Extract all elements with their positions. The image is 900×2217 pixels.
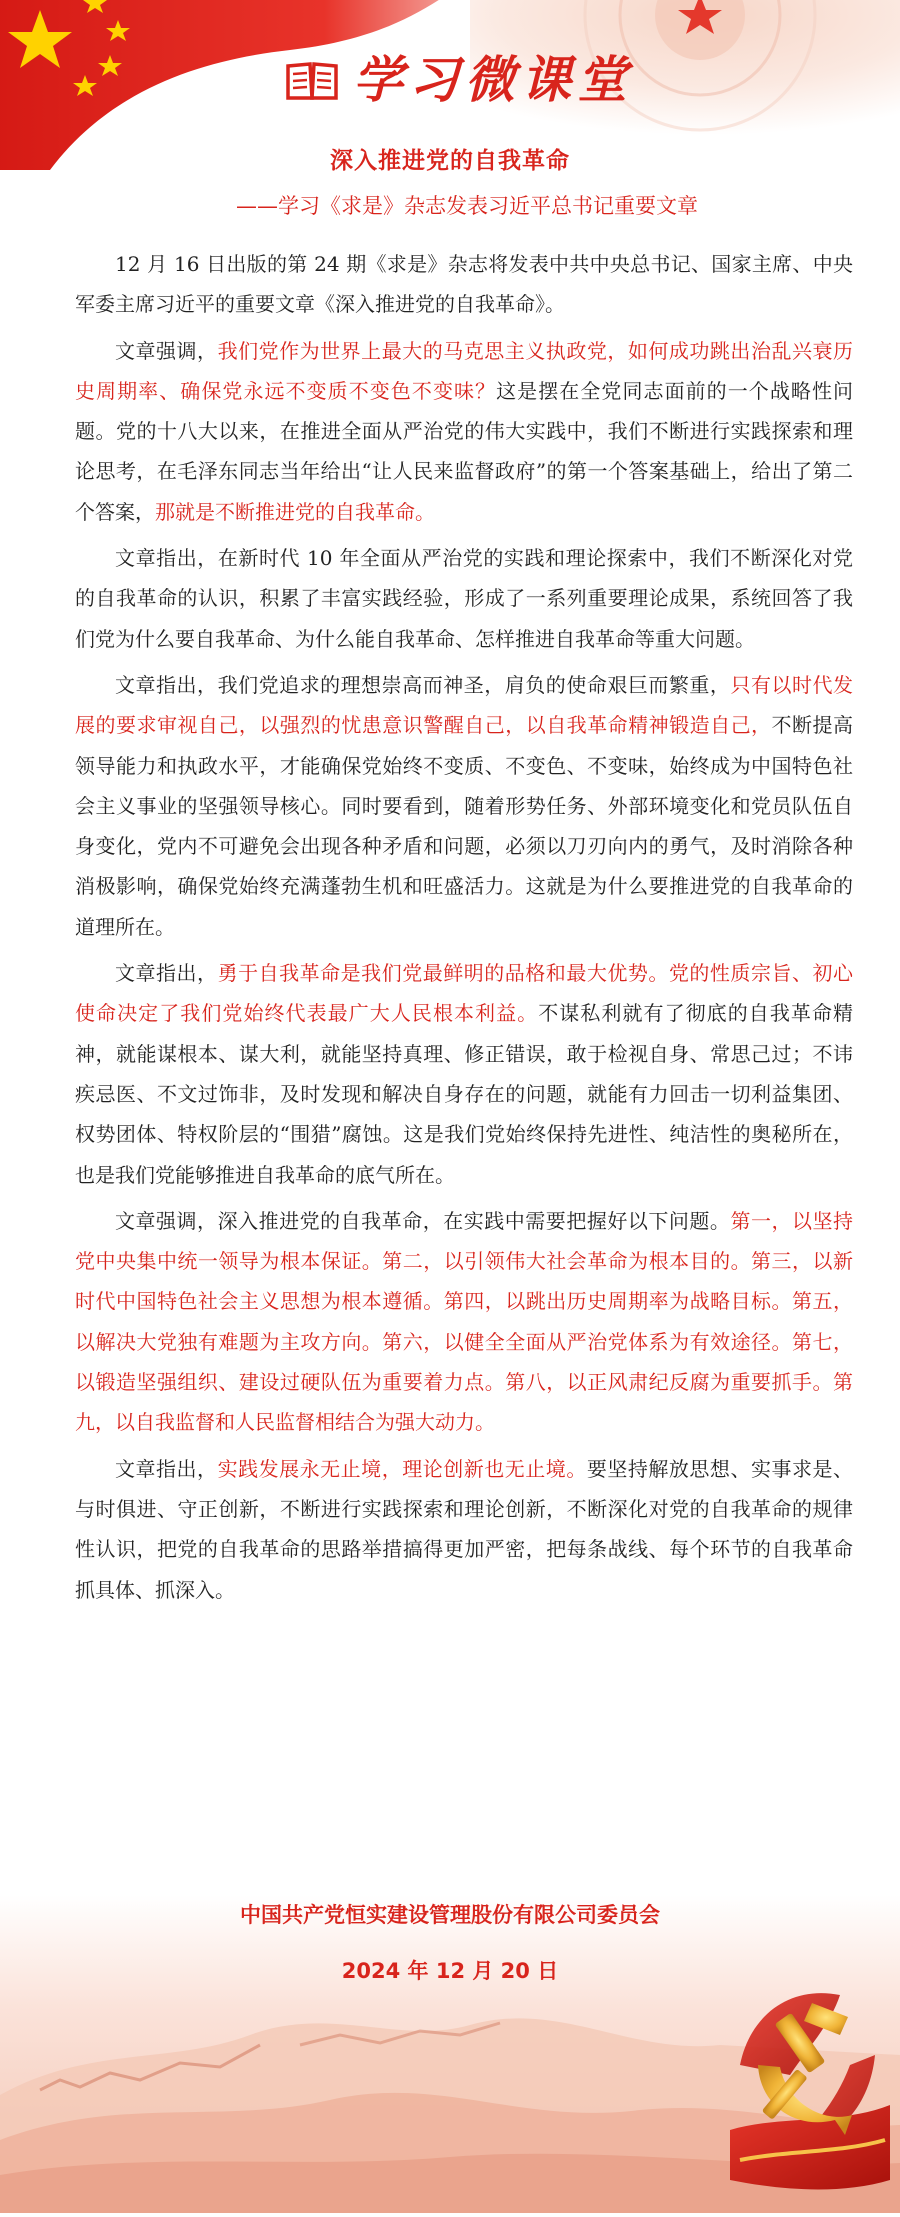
organization-signature: 中国共产党恒实建设管理股份有限公司委员会 [240,1903,660,1927]
paragraph-text: 不谋私利就有了彻底的自我革命精神，就能谋根本、谋大利，就能坚持真理、修正错误，敢于检视自身、常思己过；不讳疾忌医、不文过饰非，及时发现和解决自身存在的问题，就能有力回击一切利益集团、权势团体、特权阶层的“围猎”腐蚀。这是我们党始终保持先进性、纯洁性的奥秘所在，也是我们党能够推进自我革命的底气所在。 [75,1001,854,1187]
book-icon [285,58,339,102]
article-subtitle: ——学习《求是》杂志发表习近平总书记重要文章 [236,194,698,218]
highlight-text: 勇于自我革命是我们党最鲜明的品格和最大优势。党的性质宗旨、初心使命决定了我们党始终代表最广大人民根本利益。 [75,961,854,1026]
paragraph-text: 12 月 16 日出版的第 24 期《求是》杂志将发表中共中央总书记、国家主席、中央军委主席习近平的重要文章《深入推进党的自我革命》。 [75,252,853,317]
brand-title: 学习微课堂 [353,50,633,109]
paragraph-2 [75,331,853,532]
paragraph-4 [75,665,853,947]
paragraph-text: 文章指出， [115,1456,218,1481]
paragraph-text: 文章指出，在新时代 10 年全面从严治党的实践和理论探索中，我们不断深化对党的自我革命的认识，积累了丰富实践经验，形成了一系列重要理论成果，系统回答了我们党为什么要自我革命、为什么能自我革命、怎样推进自我革命等重大问题。 [75,546,853,651]
paragraph-6 [75,1201,853,1443]
article-title: 深入推进党的自我革命 [330,148,570,174]
highlight-text: 实践发展永无止境，理论创新也无止境。 [217,1456,587,1481]
party-emblem-icon [720,1955,895,2195]
paragraph-1 [75,244,853,325]
highlight-text: 只有以时代发展的要求审视自己，以强烈的忧患意识警醒自己，以自我革命精神锻造自己， [75,672,854,738]
highlight-text: 那就是不断推进党的自我革命。 [155,499,435,524]
paragraph-7 [75,1449,853,1610]
paragraph-3 [75,538,853,659]
paragraph-text: 文章强调， [115,338,218,363]
paragraph-text: 文章指出， [115,961,218,986]
paragraph-text: 不断提高领导能力和执政水平，才能确保党始终不变质、不变色、不变味，始终成为中国特色社会主义事业的坚强领导核心。同时要看到，随着形势任务、外部环境变化和党员队伍自身变化，党内不可避免会出现各种矛盾和问题，必须以刀刃向内的勇气，及时消除各种消极影响，确保党始终充满蓬勃生机和旺盛活力。这就是为什么要推进党的自我革命的道理所在。 [75,713,854,939]
paragraph-text: 文章指出，我们党追求的理想崇高而神圣，肩负的使命艰巨而繁重， [115,672,731,697]
highlight-text: 第一，以坚持党中央集中统一领导为根本保证。第二，以引领伟大社会革命为根本目的。第三，以新时代中国特色社会主义思想为根本遵循。第四，以跳出历史周期率为战略目标。第五，以解决大党独有难题为主攻方向。第六，以健全全面从严治党体系为有效途径。第七，以锻造坚强组织、建设过硬队伍为重要着力点。第八，以正风肃纪反腐为重要抓手。第九，以自我监督和人民监督相结合为强大动力。 [75,1208,854,1435]
highlight-text: 我们党作为世界上最大的马克思主义执政党，如何成功跳出治乱兴衰历史周期率、确保党永远不变质不变色不变味？ [75,338,854,403]
paragraph-text: 文章强调，深入推进党的自我革命，在实践中需要把握好以下问题。 [115,1208,731,1233]
article-body [75,244,853,1616]
paragraph-text: 这是摆在全党同志面前的一个战略性问题。党的十八大以来，在推进全面从严治党的伟大实践中，我们不断进行实践探索和理论思考，在毛泽东同志当年给出“让人民来监督政府”的第一个答案基础上，给出了第二个答案， [75,378,854,524]
signature-date: 2024 年 12 月 20 日 [341,1959,559,1983]
paragraph-5 [75,953,853,1195]
brand [285,50,633,110]
paragraph-text: 要坚持解放思想、实事求是、与时俱进、守正创新，不断进行实践探索和理论创新，不断深化对党的自我革命的规律性认识，把党的自我革命的思路举措搞得更加严密，把每条战线、每个环节的自我革命抓具体、抓深入。 [75,1456,854,1602]
